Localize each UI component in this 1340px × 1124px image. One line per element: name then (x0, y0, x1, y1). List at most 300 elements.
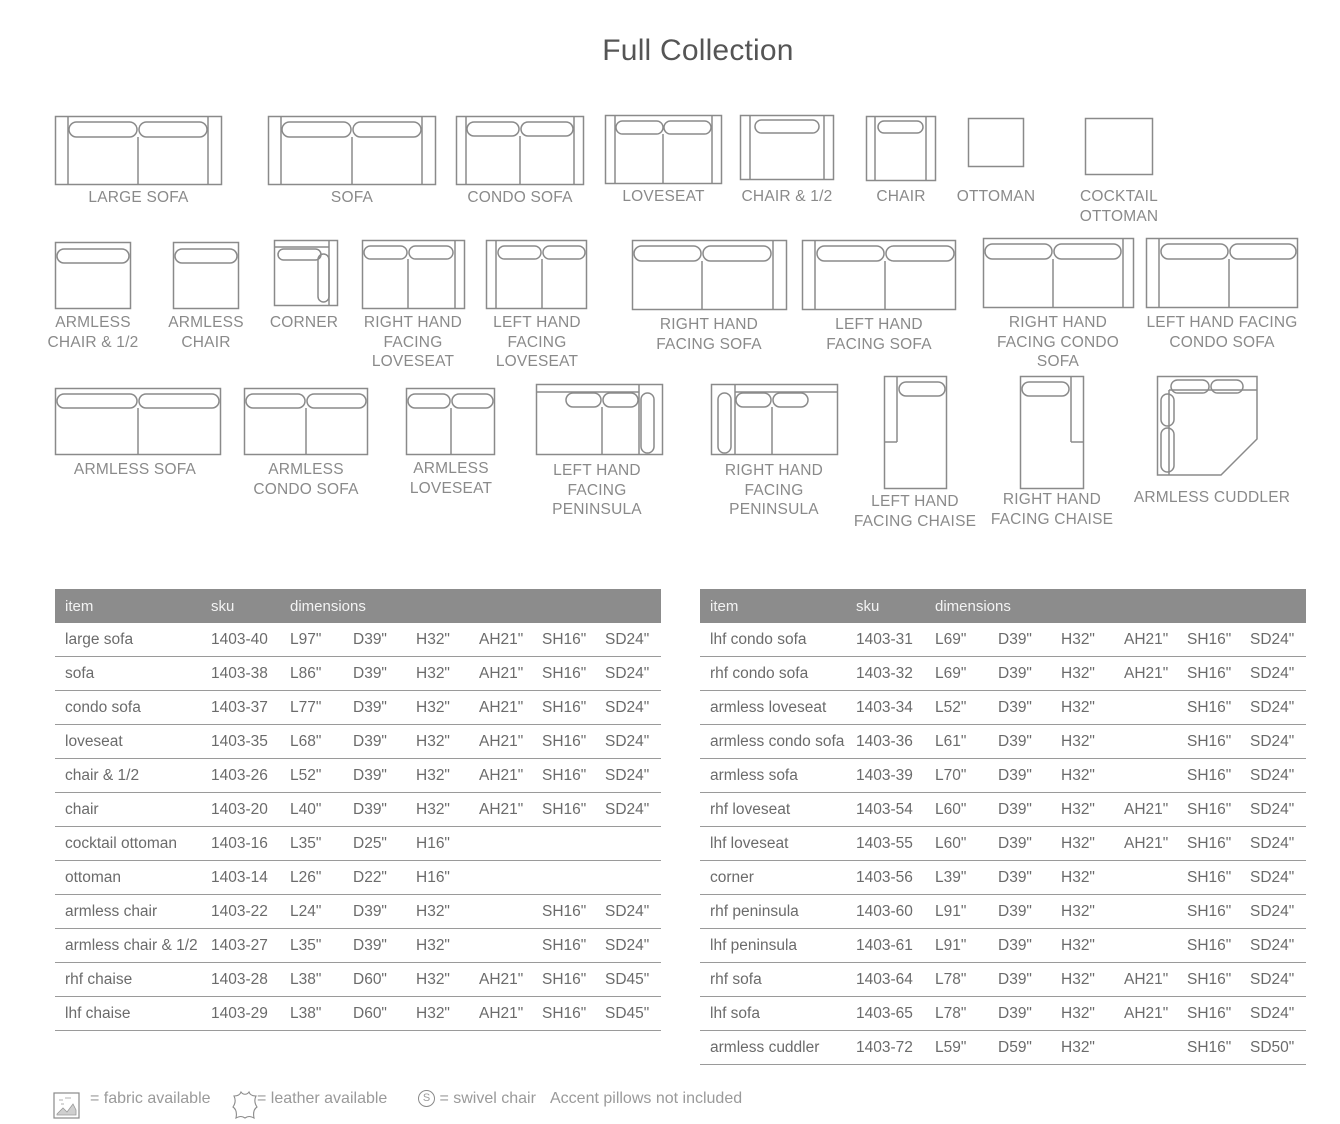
fabric-swatch-icon (53, 1092, 81, 1120)
piece-name-line: FACING CHAISE (853, 512, 977, 530)
dimension-cell (595, 861, 661, 895)
sku-cell: 1403-54 (846, 793, 925, 827)
dimension-cell (469, 827, 532, 861)
dimension-cell (469, 861, 532, 895)
dimension-cell (1114, 725, 1177, 759)
sku-cell: 1403-61 (846, 929, 925, 963)
dimension-cell: L60" (925, 793, 988, 827)
item-cell: lhf loveseat (700, 827, 846, 861)
table-row (700, 827, 1306, 861)
dimension-cell: H32" (406, 793, 469, 827)
piece-name-line: ARMLESS (55, 314, 131, 331)
piece-name-line: LOVESEAT (495, 353, 579, 370)
dimension-cell: AH21" (1114, 963, 1177, 997)
dimension-cell: D39" (988, 929, 1051, 963)
dimension-cell: L59" (925, 1031, 988, 1065)
dimension-cell: L69" (925, 623, 988, 657)
dimension-cell: AH21" (1114, 997, 1177, 1031)
header-item: item (55, 589, 201, 623)
dimension-cell: L38" (280, 963, 343, 997)
label-rhf-condo-sofa (983, 313, 1133, 372)
dimension-cell: AH21" (469, 793, 532, 827)
dimension-cell: SH16" (1177, 1031, 1240, 1065)
piece-name-line: PENINSULA (729, 501, 819, 518)
dimension-cell: H32" (1051, 861, 1114, 895)
dimension-cell: SD24" (1240, 691, 1306, 725)
table-row (700, 793, 1306, 827)
item-cell: corner (700, 861, 846, 895)
table-row (55, 691, 661, 725)
dimension-cell: D39" (343, 657, 406, 691)
sku-cell: 1403-72 (846, 1031, 925, 1065)
sku-cell: 1403-27 (201, 929, 280, 963)
dimension-cell: SD24" (1240, 963, 1306, 997)
dimension-cell: L68" (280, 725, 343, 759)
piece-name-line: LOVESEAT (371, 353, 455, 370)
piece-name-line: FACING (567, 481, 627, 499)
piece-name-line: ARMLESS (168, 314, 244, 331)
dimension-cell: AH21" (1114, 793, 1177, 827)
label-rhf-peninsula (709, 461, 839, 520)
dimension-cell: SD24" (595, 759, 661, 793)
dimension-cell: L39" (925, 861, 988, 895)
header-sku: sku (201, 589, 280, 623)
header-dimensions: dimensions (925, 589, 1306, 623)
dimension-cell: D39" (988, 657, 1051, 691)
label-loveseat (600, 187, 727, 207)
piece-name-line: LEFT HAND (553, 462, 641, 479)
piece-name: ARMLESS SOFA (73, 461, 197, 478)
dimension-cell: D39" (343, 725, 406, 759)
dimension-cell: AH21" (469, 691, 532, 725)
dimension-cell: SD45" (595, 963, 661, 997)
piece-name-line: RIGHT HAND (724, 462, 824, 479)
table-row (700, 963, 1306, 997)
sku-cell: 1403-28 (201, 963, 280, 997)
swivel-circle-icon (418, 1090, 435, 1107)
table-row (700, 657, 1306, 691)
table-row (700, 929, 1306, 963)
table-row (55, 623, 661, 657)
piece-name-line: FACING (744, 481, 804, 499)
item-cell: rhf peninsula (700, 895, 846, 929)
spec-table-right (700, 589, 1306, 1065)
table-row (55, 793, 661, 827)
table-header (55, 589, 661, 623)
dimension-cell: SD24" (595, 691, 661, 725)
dimension-cell: L70" (925, 759, 988, 793)
table-row (700, 691, 1306, 725)
piece-name-line: RIGHT HAND (1002, 491, 1102, 508)
label-corner (256, 313, 352, 333)
dimension-cell: L61" (925, 725, 988, 759)
item-cell: armless loveseat (700, 691, 846, 725)
dimension-cell: H32" (406, 759, 469, 793)
dimension-cell: AH21" (469, 997, 532, 1031)
sku-cell: 1403-65 (846, 997, 925, 1031)
dimension-cell: AH21" (469, 657, 532, 691)
dimension-cell: D39" (988, 963, 1051, 997)
dimension-cell: SH16" (1177, 861, 1240, 895)
dimension-cell: H32" (406, 895, 469, 929)
dimension-cell: D39" (343, 929, 406, 963)
dimension-cell: SD24" (1240, 759, 1306, 793)
piece-name-line: RIGHT HAND (1008, 314, 1108, 331)
piece-name: ARMLESS CUDDLER (1133, 489, 1291, 506)
item-cell: ottoman (55, 861, 201, 895)
dimension-cell: H16" (406, 827, 469, 861)
label-lhf-condo-sofa (1137, 313, 1307, 352)
dimension-cell: SH16" (1177, 623, 1240, 657)
dimension-cell: D39" (988, 861, 1051, 895)
dimension-cell: SH16" (532, 725, 595, 759)
sku-cell: 1403-26 (201, 759, 280, 793)
label-armless-sofa (55, 460, 215, 480)
item-cell: condo sofa (55, 691, 201, 725)
sku-cell: 1403-16 (201, 827, 280, 861)
sku-cell: 1403-55 (846, 827, 925, 861)
dimension-cell: D39" (988, 895, 1051, 929)
dimension-cell: H32" (1051, 1031, 1114, 1065)
sku-cell: 1403-20 (201, 793, 280, 827)
dimension-cell: H32" (1051, 657, 1114, 691)
dimension-cell: D39" (988, 827, 1051, 861)
dimension-cell: SD24" (1240, 623, 1306, 657)
table-row (700, 1031, 1306, 1065)
piece-name-line: LEFT HAND FACING (1146, 314, 1298, 331)
label-rhf-sofa (634, 315, 784, 354)
legend-leather (232, 1090, 387, 1108)
dimension-cell: AH21" (469, 725, 532, 759)
dimension-cell: SD24" (1240, 929, 1306, 963)
piece-name-line: CONDO SOFA (253, 480, 359, 498)
item-cell: loveseat (55, 725, 201, 759)
dimension-cell: SH16" (1177, 827, 1240, 861)
sku-cell: 1403-31 (846, 623, 925, 657)
item-cell: chair (55, 793, 201, 827)
dimension-cell: SD24" (595, 657, 661, 691)
dimension-cell: SD50" (1240, 1031, 1306, 1065)
item-cell: lhf condo sofa (700, 623, 846, 657)
dimension-cell: SD24" (595, 895, 661, 929)
dimension-cell (1114, 929, 1177, 963)
label-condo-sofa (446, 188, 594, 208)
table-row (55, 929, 661, 963)
piece-name-line: LEFT HAND (493, 314, 581, 331)
header-dimensions: dimensions (280, 589, 661, 623)
piece-name-line: PENINSULA (552, 501, 642, 518)
piece-name-line: FACING SOFA (656, 335, 762, 353)
dimension-cell: L91" (925, 929, 988, 963)
dimension-cell: L97" (280, 623, 343, 657)
item-cell: armless cuddler (700, 1031, 846, 1065)
dimension-cell: SD24" (595, 623, 661, 657)
piece-name-line: FACING (507, 333, 567, 351)
dimension-cell: H32" (406, 691, 469, 725)
dimension-cell: H32" (406, 725, 469, 759)
dimension-cell (1114, 1031, 1177, 1065)
piece-name: CHAIR & 1/2 (741, 188, 833, 205)
dimension-cell: SH16" (1177, 793, 1240, 827)
dimension-cell: SD24" (1240, 895, 1306, 929)
dimension-cell: D22" (343, 861, 406, 895)
dimension-cell: SD24" (1240, 793, 1306, 827)
piece-name: SOFA (330, 189, 374, 206)
table-row (55, 725, 661, 759)
piece-name-line: FACING (383, 333, 443, 351)
dimension-cell: SD45" (595, 997, 661, 1031)
table-row (55, 827, 661, 861)
legend-swivel (418, 1090, 536, 1108)
piece-name-line: RIGHT HAND (659, 316, 759, 333)
sku-cell: 1403-38 (201, 657, 280, 691)
label-ottoman (946, 187, 1046, 207)
dimension-cell: H32" (406, 997, 469, 1031)
legend-swivel-text: = swivel chair (439, 1090, 536, 1107)
dimension-cell: SD24" (595, 929, 661, 963)
sku-cell: 1403-39 (846, 759, 925, 793)
piece-name-line: FACING CHAISE (990, 510, 1114, 528)
dimension-cell: D39" (988, 691, 1051, 725)
dimension-cell: L69" (925, 657, 988, 691)
piece-name-line: CONDO SOFA (1169, 333, 1275, 351)
page-title: Full Collection (602, 34, 794, 67)
label-armless-cuddler (1132, 488, 1292, 508)
piece-name-line: RIGHT HAND (363, 314, 463, 331)
dimension-cell: SD24" (595, 725, 661, 759)
dimension-cell: L40" (280, 793, 343, 827)
label-sofa (268, 188, 436, 208)
spec-table-left (55, 589, 661, 1031)
dimension-cell: AH21" (469, 759, 532, 793)
piece-name-line: ARMLESS (413, 460, 489, 477)
sku-cell: 1403-40 (201, 623, 280, 657)
item-cell: rhf loveseat (700, 793, 846, 827)
dimension-cell: SD24" (1240, 861, 1306, 895)
sku-cell: 1403-36 (846, 725, 925, 759)
label-armless-condo-sofa (236, 460, 376, 499)
table-row (700, 895, 1306, 929)
sku-cell: 1403-56 (846, 861, 925, 895)
dimension-cell: D25" (343, 827, 406, 861)
piece-name-line: COCKTAIL (1080, 188, 1158, 205)
item-cell: chair & 1/2 (55, 759, 201, 793)
item-cell: lhf chaise (55, 997, 201, 1031)
sku-cell: 1403-22 (201, 895, 280, 929)
dimension-cell: H32" (1051, 929, 1114, 963)
piece-name-line: FACING SOFA (826, 335, 932, 353)
dimension-cell: D60" (343, 997, 406, 1031)
dimension-cell: SH16" (532, 793, 595, 827)
label-large-sofa (55, 188, 222, 208)
sku-cell: 1403-60 (846, 895, 925, 929)
item-cell: rhf sofa (700, 963, 846, 997)
label-lhf-loveseat (472, 313, 602, 372)
swivel-letter: S (422, 1092, 431, 1105)
piece-name-line: LOVESEAT (409, 479, 493, 497)
dimension-cell: L60" (925, 827, 988, 861)
dimension-cell: H32" (406, 963, 469, 997)
header-item: item (700, 589, 846, 623)
sku-cell: 1403-29 (201, 997, 280, 1031)
piece-name: CHAIR (876, 188, 926, 205)
dimension-cell: L78" (925, 963, 988, 997)
dimension-cell: D39" (988, 793, 1051, 827)
sku-cell: 1403-32 (846, 657, 925, 691)
piece-name-line: FACING CONDO (996, 333, 1120, 351)
dimension-cell: SD24" (1240, 827, 1306, 861)
item-cell: rhf chaise (55, 963, 201, 997)
legend-fabric (53, 1090, 211, 1108)
legend-pillows (550, 1090, 742, 1108)
label-armless-chair (161, 313, 251, 352)
dimension-cell: L35" (280, 929, 343, 963)
label-chair-and-half (727, 187, 847, 207)
table-row (55, 861, 661, 895)
dimension-cell: SH16" (1177, 759, 1240, 793)
dimension-cell: SH16" (532, 929, 595, 963)
dimension-cell: AH21" (1114, 657, 1177, 691)
dimension-cell: SH16" (532, 759, 595, 793)
item-cell: large sofa (55, 623, 201, 657)
dimension-cell: SH16" (1177, 657, 1240, 691)
label-armless-loveseat (391, 459, 511, 498)
piece-name: CONDO SOFA (467, 189, 573, 206)
dimension-cell: L78" (925, 997, 988, 1031)
dimension-cell (469, 895, 532, 929)
dimension-cell: SD24" (1240, 657, 1306, 691)
item-cell: armless condo sofa (700, 725, 846, 759)
dimension-cell (532, 827, 595, 861)
piece-name-line: OTTOMAN (1079, 207, 1159, 225)
item-cell: cocktail ottoman (55, 827, 201, 861)
dimension-cell (595, 827, 661, 861)
piece-name-line: LEFT HAND (871, 493, 959, 510)
dimension-cell: D59" (988, 1031, 1051, 1065)
label-armless-chair-and-half (38, 313, 148, 352)
dimension-cell: H32" (1051, 759, 1114, 793)
table-row (700, 997, 1306, 1031)
dimension-cell: D39" (988, 997, 1051, 1031)
dimension-cell: SH16" (1177, 691, 1240, 725)
header-sku: sku (846, 589, 925, 623)
dimension-cell: AH21" (1114, 827, 1177, 861)
label-cocktail-ottoman (1059, 187, 1179, 226)
piece-name: CORNER (269, 314, 339, 331)
item-cell: armless chair & 1/2 (55, 929, 201, 963)
item-cell: sofa (55, 657, 201, 691)
dimension-cell: L91" (925, 895, 988, 929)
table-row (55, 895, 661, 929)
dimension-cell: D39" (343, 691, 406, 725)
dimension-cell: SH16" (532, 623, 595, 657)
piece-name: OTTOMAN (956, 188, 1036, 205)
legend-leather-text: = leather available (257, 1090, 388, 1107)
dimension-cell: L86" (280, 657, 343, 691)
dimension-cell: H32" (1051, 691, 1114, 725)
dimension-cell: L38" (280, 997, 343, 1031)
label-rhf-chaise (987, 490, 1117, 529)
dimension-cell: H32" (1051, 997, 1114, 1031)
dimension-cell: D60" (343, 963, 406, 997)
dimension-cell (1114, 759, 1177, 793)
dimension-cell: D39" (988, 623, 1051, 657)
dimension-cell: L26" (280, 861, 343, 895)
label-lhf-sofa (804, 315, 954, 354)
label-lhf-chaise (850, 492, 980, 531)
table-row (700, 725, 1306, 759)
dimension-cell: H32" (1051, 623, 1114, 657)
dimension-cell: SH16" (532, 895, 595, 929)
label-lhf-peninsula (532, 461, 662, 520)
item-cell: lhf sofa (700, 997, 846, 1031)
dimension-cell: SH16" (532, 691, 595, 725)
dimension-cell: L52" (280, 759, 343, 793)
dimension-cell: L77" (280, 691, 343, 725)
dimension-cell: SD24" (1240, 997, 1306, 1031)
dimension-cell (469, 929, 532, 963)
dimension-cell: L52" (925, 691, 988, 725)
dimension-cell: AH21" (1114, 623, 1177, 657)
piece-name-line: ARMLESS (268, 461, 344, 478)
dimension-cell: D39" (343, 895, 406, 929)
piece-name-line: LEFT HAND (835, 316, 923, 333)
dimension-cell: H32" (1051, 827, 1114, 861)
table-row (55, 997, 661, 1031)
table-row (700, 861, 1306, 895)
item-cell: armless sofa (700, 759, 846, 793)
item-cell: lhf peninsula (700, 929, 846, 963)
piece-name: LOVESEAT (622, 188, 705, 205)
dimension-cell: SD24" (1240, 725, 1306, 759)
table-row (55, 657, 661, 691)
dimension-cell: D39" (988, 725, 1051, 759)
dimension-cell (1114, 861, 1177, 895)
dimension-cell: H16" (406, 861, 469, 895)
sku-cell: 1403-35 (201, 725, 280, 759)
dimension-cell: SH16" (532, 657, 595, 691)
dimension-cell: SH16" (1177, 895, 1240, 929)
item-cell: rhf condo sofa (700, 657, 846, 691)
dimension-cell: D39" (988, 759, 1051, 793)
leather-hide-icon (232, 1090, 258, 1120)
table-row (55, 759, 661, 793)
dimension-cell: D39" (343, 759, 406, 793)
dimension-cell: L35" (280, 827, 343, 861)
label-rhf-loveseat (348, 313, 478, 372)
dimension-cell: SD24" (595, 793, 661, 827)
legend-pillows-text: Accent pillows not included (550, 1090, 743, 1107)
sku-cell: 1403-37 (201, 691, 280, 725)
dimension-cell (1114, 691, 1177, 725)
dimension-cell: H32" (1051, 793, 1114, 827)
dimension-cell: SH16" (1177, 963, 1240, 997)
dimension-cell: AH21" (469, 963, 532, 997)
dimension-cell: D39" (343, 793, 406, 827)
sku-cell: 1403-34 (846, 691, 925, 725)
dimension-cell: H32" (1051, 895, 1114, 929)
dimension-cell: H32" (406, 929, 469, 963)
dimension-cell (1114, 895, 1177, 929)
dimension-cell (532, 861, 595, 895)
legend-fabric-text: = fabric available (90, 1090, 211, 1107)
label-chair (856, 187, 946, 207)
dimension-cell: H32" (1051, 963, 1114, 997)
dimension-cell: AH21" (469, 623, 532, 657)
dimension-cell: H32" (406, 657, 469, 691)
dimension-cell: D39" (343, 623, 406, 657)
piece-name: LARGE SOFA (88, 189, 189, 206)
